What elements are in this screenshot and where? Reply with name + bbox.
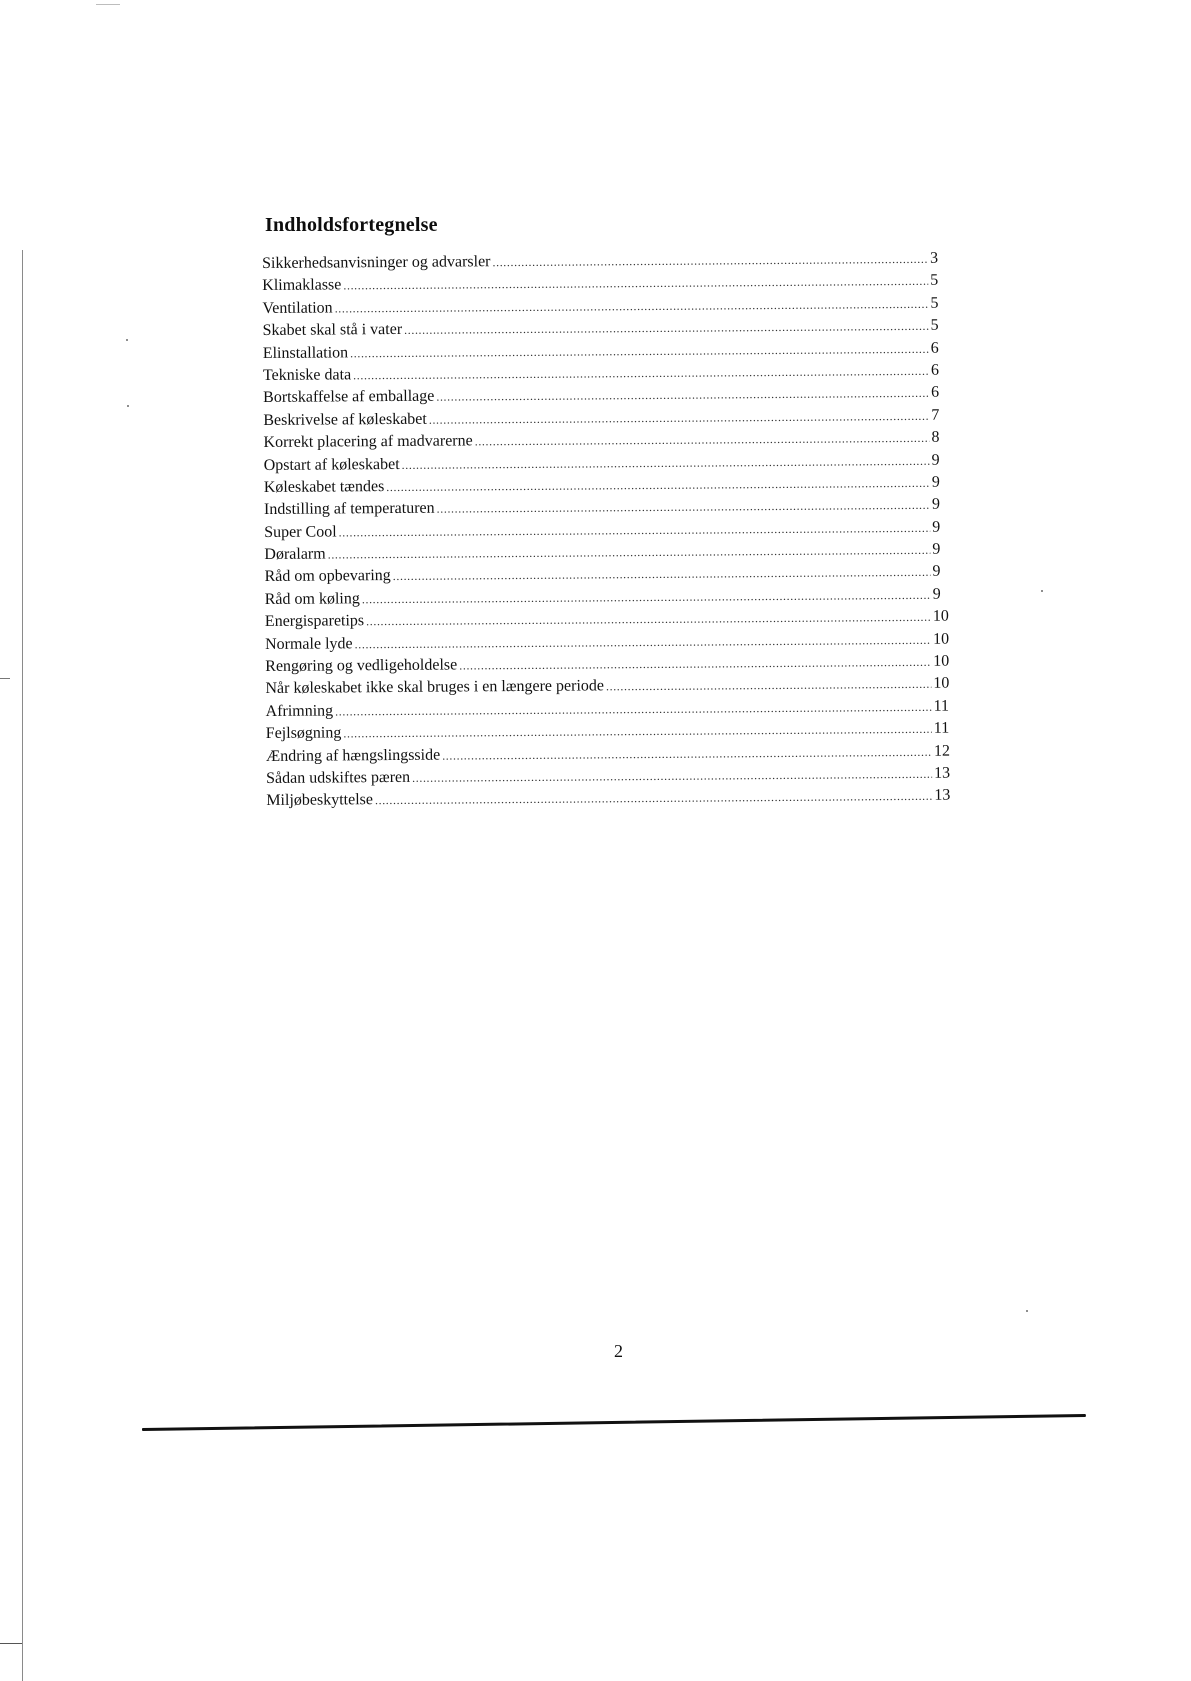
- toc-entry-page: 9: [931, 451, 940, 469]
- scan-speck: [126, 339, 128, 341]
- toc-entry-page: 10: [933, 675, 950, 693]
- toc-entry-page: 3: [929, 249, 939, 267]
- toc-dot-leader: [606, 673, 932, 698]
- toc-entry-page: 9: [931, 473, 940, 491]
- toc-entry-label: Fejlsøgning: [265, 724, 342, 743]
- toc-entry-label: Råd om køling: [264, 590, 360, 608]
- toc-entry-label: Super Cool: [264, 523, 337, 541]
- toc-entry-label: Sådan udskiftes pæren: [266, 768, 411, 787]
- toc-entry-page: 7: [931, 406, 940, 424]
- toc-entry-label: Døralarm: [264, 545, 326, 564]
- toc-entry-label: Køleskabet tændes: [263, 477, 385, 496]
- page-number: 2: [614, 1341, 623, 1361]
- toc-entry-label: Når køleskabet ikke skal bruges i en længere periode: [265, 677, 605, 698]
- toc-entry-label: Sikkerhedsanvisninger og advarsler: [262, 253, 491, 272]
- toc-entry-label: Korrekt placering af madvarerne: [263, 432, 473, 452]
- toc-entry-label: Bortskaffelse af emballage: [263, 387, 435, 407]
- scan-speck: [1026, 1310, 1028, 1312]
- toc-entry-page: 5: [930, 316, 939, 334]
- toc-entry-label: Skabet skal stå i vater: [262, 321, 403, 340]
- toc-entry-page: 10: [932, 607, 949, 625]
- scan-speck: [1041, 590, 1043, 592]
- toc-entry-page: 6: [930, 339, 939, 357]
- toc-entry-label: Indstilling af temperaturen: [263, 499, 435, 519]
- toc-entry-page: 10: [932, 630, 950, 648]
- footer-rule: [142, 1414, 1086, 1431]
- toc-dot-leader: [475, 427, 930, 453]
- scan-speck: [127, 405, 129, 407]
- toc-entry-page: 5: [930, 294, 939, 312]
- toc-entry-page: 9: [931, 495, 941, 514]
- toc-entry-page: 13: [934, 764, 951, 782]
- toc-entry-page: 9: [932, 518, 941, 536]
- toc-entry-page: 13: [934, 786, 951, 805]
- toc-entry-page: 5: [930, 272, 939, 290]
- toc-entry-label: Miljøbeskyttelse: [266, 791, 374, 810]
- toc-entry-label: Klimaklasse: [262, 276, 342, 295]
- toc-entry-page: 9: [932, 540, 941, 558]
- toc-entry-page: 11: [933, 719, 950, 737]
- toc-entry-label: Afrimning: [265, 702, 334, 720]
- scan-edge-line: [22, 250, 23, 1681]
- toc-entry-page: 9: [932, 585, 941, 603]
- toc-entry-label: Opstart af køleskabet: [263, 455, 400, 474]
- toc-entry-page: 12: [933, 742, 950, 760]
- toc-entry-page: 8: [931, 428, 940, 446]
- toc-entry-page: 6: [931, 384, 940, 402]
- toc-dot-leader: [375, 785, 932, 811]
- toc-entry-label: Ændring af hængslingsside: [265, 746, 441, 765]
- scan-artifact: [0, 678, 10, 679]
- toc-entry-label: Elinstallation: [262, 343, 349, 362]
- table-of-contents: [262, 248, 956, 813]
- toc-entry-label: Beskrivelse af køleskabet: [263, 410, 427, 429]
- scan-artifact: [96, 4, 120, 5]
- toc-entry-page: 6: [930, 361, 940, 379]
- toc-entry-label: Ventilation: [262, 299, 333, 317]
- toc-title: Indholdsfortegnelse: [265, 214, 438, 236]
- toc-dot-leader: [492, 248, 928, 273]
- toc-entry: [266, 785, 956, 813]
- toc-entry-label: Rengøring og vedligeholdelse: [265, 656, 458, 676]
- toc-entry-label: Normale lyde: [265, 634, 353, 653]
- toc-entry-label: Energisparetips: [264, 612, 365, 631]
- toc-entry-page: 10: [933, 652, 950, 670]
- toc-entry-label: Råd om opbevaring: [264, 567, 391, 586]
- toc-dot-leader: [459, 651, 931, 677]
- toc-entry-page: 11: [933, 697, 950, 715]
- scan-artifact: [0, 1643, 22, 1644]
- toc-entry-page: 9: [932, 563, 941, 581]
- toc-entry-label: Tekniske data: [262, 366, 352, 384]
